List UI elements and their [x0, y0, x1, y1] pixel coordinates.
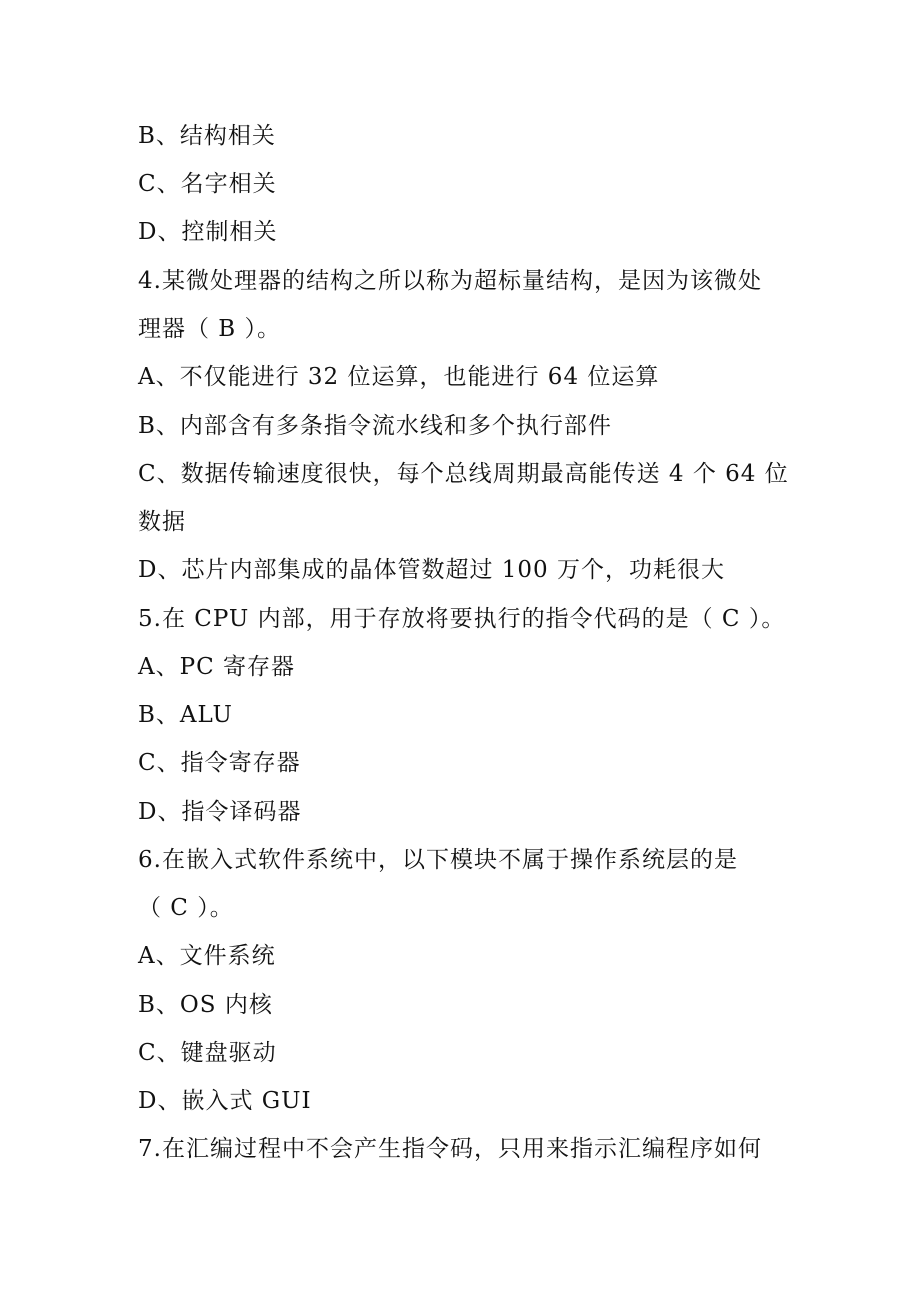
- q4-option-a: A、不仅能进行 32 位运算，也能进行 64 位运算: [138, 364, 660, 390]
- option-c-name-hazard: C、名字相关: [138, 171, 277, 197]
- q6-option-b: B、OS 内核: [138, 992, 273, 1018]
- q5-option-b: B、ALU: [138, 702, 233, 728]
- option-d-control-hazard: D、控制相关: [138, 219, 278, 245]
- q4-option-b: B、内部含有多条指令流水线和多个执行部件: [138, 413, 612, 439]
- q4-option-c-line-2: 数据: [138, 509, 186, 535]
- question-4-line-2: 理器（ B ）。: [138, 316, 282, 342]
- q4-option-c-line-1: C、数据传输速度很快，每个总线周期最高能传送 4 个 64 位: [138, 461, 789, 487]
- q4-option-d: D、芯片内部集成的晶体管数超过 100 万个，功耗很大: [138, 557, 725, 583]
- q6-option-c: C、键盘驱动: [138, 1040, 277, 1066]
- option-b-structural-hazard: B、结构相关: [138, 123, 276, 149]
- q6-option-d: D、嵌入式 GUI: [138, 1088, 312, 1114]
- question-4-line-1: 4.某微处理器的结构之所以称为超标量结构，是因为该微处: [138, 268, 762, 294]
- question-6-line-1: 6.在嵌入式软件系统中，以下模块不属于操作系统层的是: [138, 847, 738, 873]
- question-6-line-2: （ C ）。: [138, 895, 234, 921]
- q5-option-d: D、指令译码器: [138, 799, 302, 825]
- q5-option-a: A、PC 寄存器: [138, 654, 295, 680]
- q5-option-c: C、指令寄存器: [138, 750, 301, 776]
- question-7-line-1: 7.在汇编过程中不会产生指令码，只用来指示汇编程序如何: [138, 1136, 762, 1162]
- q6-option-a: A、文件系统: [138, 943, 276, 969]
- question-5: 5.在 CPU 内部，用于存放将要执行的指令代码的是（ C ）。: [138, 606, 786, 632]
